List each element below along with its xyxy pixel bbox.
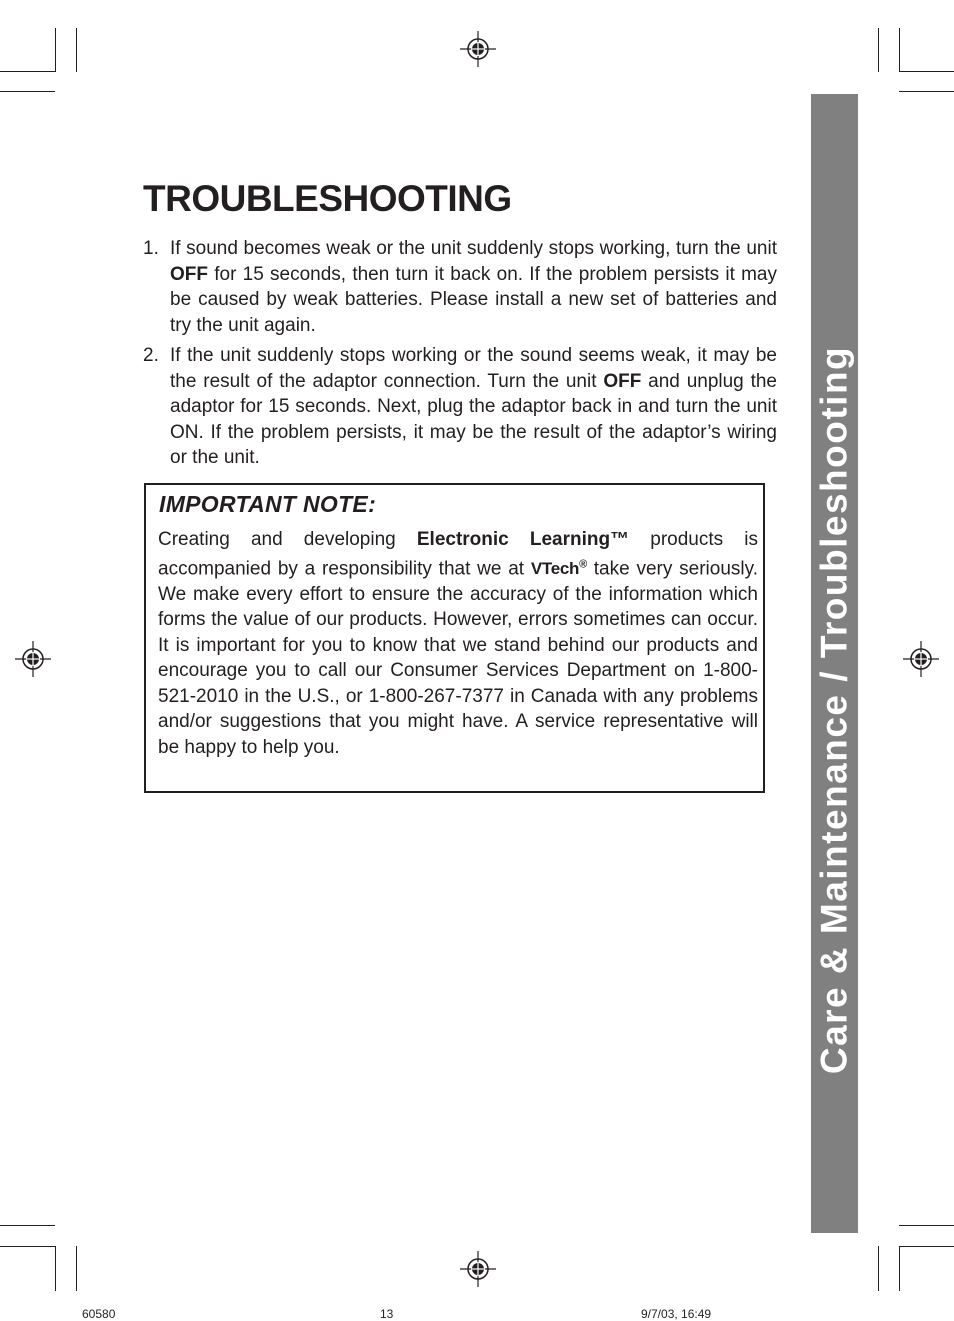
list-item — [143, 343, 777, 471]
registration-mark-icon — [460, 31, 496, 67]
footer-page-number: 13 — [380, 1307, 394, 1321]
list-item-number: 1. — [143, 238, 159, 259]
note-emphasis: Electronic Learning™ — [416, 529, 630, 550]
crop-mark — [899, 91, 954, 92]
section-tab-label: Care & Maintenance / Troubleshooting — [813, 345, 855, 1075]
registration-mark-icon — [903, 641, 939, 677]
crop-mark — [0, 71, 55, 72]
list-item-text: If sound becomes weak or the unit suddenly stops working, turn the unit — [170, 238, 777, 259]
crop-mark — [899, 28, 900, 72]
registration-mark-icon — [460, 1251, 496, 1287]
crop-mark — [0, 1225, 55, 1226]
troubleshooting-list — [143, 236, 777, 476]
note-text: products is accompanied by a responsibility that we at — [158, 529, 759, 580]
registration-mark-icon — [15, 641, 51, 677]
crop-mark — [899, 1246, 954, 1247]
crop-mark — [76, 1246, 77, 1291]
important-note-heading: IMPORTANT NOTE: — [159, 491, 377, 517]
crop-mark — [0, 1246, 55, 1247]
crop-mark — [899, 1225, 954, 1226]
crop-mark — [899, 71, 954, 72]
list-item-text: If the unit suddenly stops working or the sound seems weak, it may be the result of the adaptor connection. Turn the unit — [170, 345, 777, 392]
footer-job-number: 60580 — [82, 1307, 116, 1321]
list-item-emphasis: OFF — [603, 370, 642, 392]
list-item-text: and unplug the adaptor for 15 seconds. Next, plug the adaptor back in and turn the unit ON. If the problem persists, it may be the result of the adaptor’s wiring or the unit. — [170, 370, 777, 468]
note-text: take very seriously. We make every effort to ensure the accuracy of the information which forms the value of our products. However, errors sometimes can occur. It is important for you to know that we stand behind our products and encourage you to call our Consumer Services Department on 1-800-521-2010 in the U.S., or 1-800-267-7377 in Canada with any problems and/or suggestions that you might have. A service representative will be happy to help you. — [158, 558, 758, 758]
note-text: Creating and developing — [158, 529, 417, 550]
registered-mark: ® — [579, 558, 587, 571]
list-item-emphasis: OFF — [170, 263, 208, 285]
important-note-box — [144, 483, 765, 793]
footer-timestamp: 9/7/03, 16:49 — [641, 1307, 712, 1321]
crop-mark — [878, 1246, 879, 1291]
crop-mark — [878, 28, 879, 72]
crop-mark — [899, 1246, 900, 1291]
list-item-number: 2. — [143, 345, 159, 366]
list-item — [143, 236, 777, 338]
crop-mark — [76, 28, 77, 72]
crop-mark — [55, 1246, 56, 1291]
list-item-text: for 15 seconds, then turn it back on. If the problem persists it may be caused by weak batteries. Please install a new set of batteries and try the unit again. — [170, 263, 777, 336]
crop-mark — [0, 91, 55, 92]
page-title: TROUBLESHOOTING — [143, 178, 512, 219]
crop-mark — [55, 28, 56, 72]
important-note-body — [158, 527, 758, 760]
brand-name: VTech® — [530, 558, 587, 579]
